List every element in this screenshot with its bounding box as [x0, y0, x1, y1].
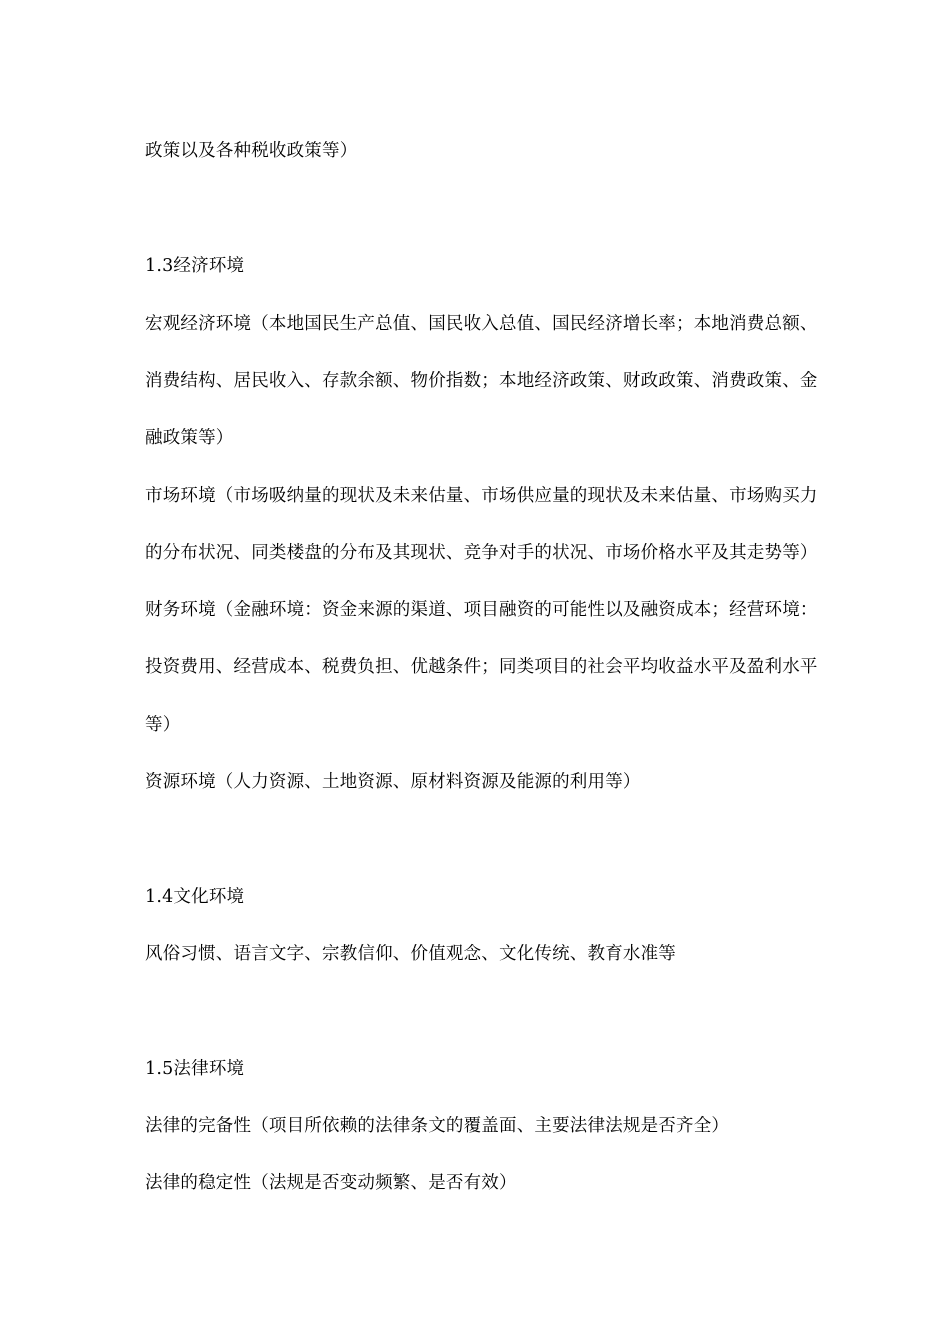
paragraph-line: 财务环境（金融环境：资金来源的渠道、项目融资的可能性以及融资成本；经营环境： — [145, 600, 818, 620]
paragraph-line: 消费结构、居民收入、存款余额、物价指数；本地经济政策、财政政策、消费政策、金 — [145, 371, 818, 391]
continuation-text: 政策以及各种税收政策等） — [145, 141, 358, 161]
paragraph-line: 等） — [145, 715, 181, 735]
paragraph-line: 法律的稳定性（法规是否变动频繁、是否有效） — [145, 1173, 517, 1193]
paragraph-line: 市场环境（市场吸纳量的现状及未来估量、市场供应量的现状及未来估量、市场购买力 — [145, 486, 818, 506]
paragraph-line: 宏观经济环境（本地国民生产总值、国民收入总值、国民经济增长率；本地消费总额、 — [145, 314, 818, 334]
section-heading-culture: 1.4文化环境 — [145, 887, 245, 907]
paragraph-line: 投资费用、经营成本、税费负担、优越条件；同类项目的社会平均收益水平及盈利水平 — [145, 657, 818, 677]
section-heading-law: 1.5法律环境 — [145, 1059, 245, 1079]
paragraph-line: 资源环境（人力资源、土地资源、原材料资源及能源的利用等） — [145, 772, 641, 792]
paragraph-line: 的分布状况、同类楼盘的分布及其现状、竞争对手的状况、市场价格水平及其走势等） — [145, 543, 818, 563]
paragraph-line: 法律的完备性（项目所依赖的法律条文的覆盖面、主要法律法规是否齐全） — [145, 1116, 730, 1136]
section-heading-economic: 1.3经济环境 — [145, 256, 245, 276]
paragraph-line: 融政策等） — [145, 428, 234, 448]
paragraph-line: 风俗习惯、语言文字、宗教信仰、价值观念、文化传统、教育水准等 — [145, 944, 676, 964]
